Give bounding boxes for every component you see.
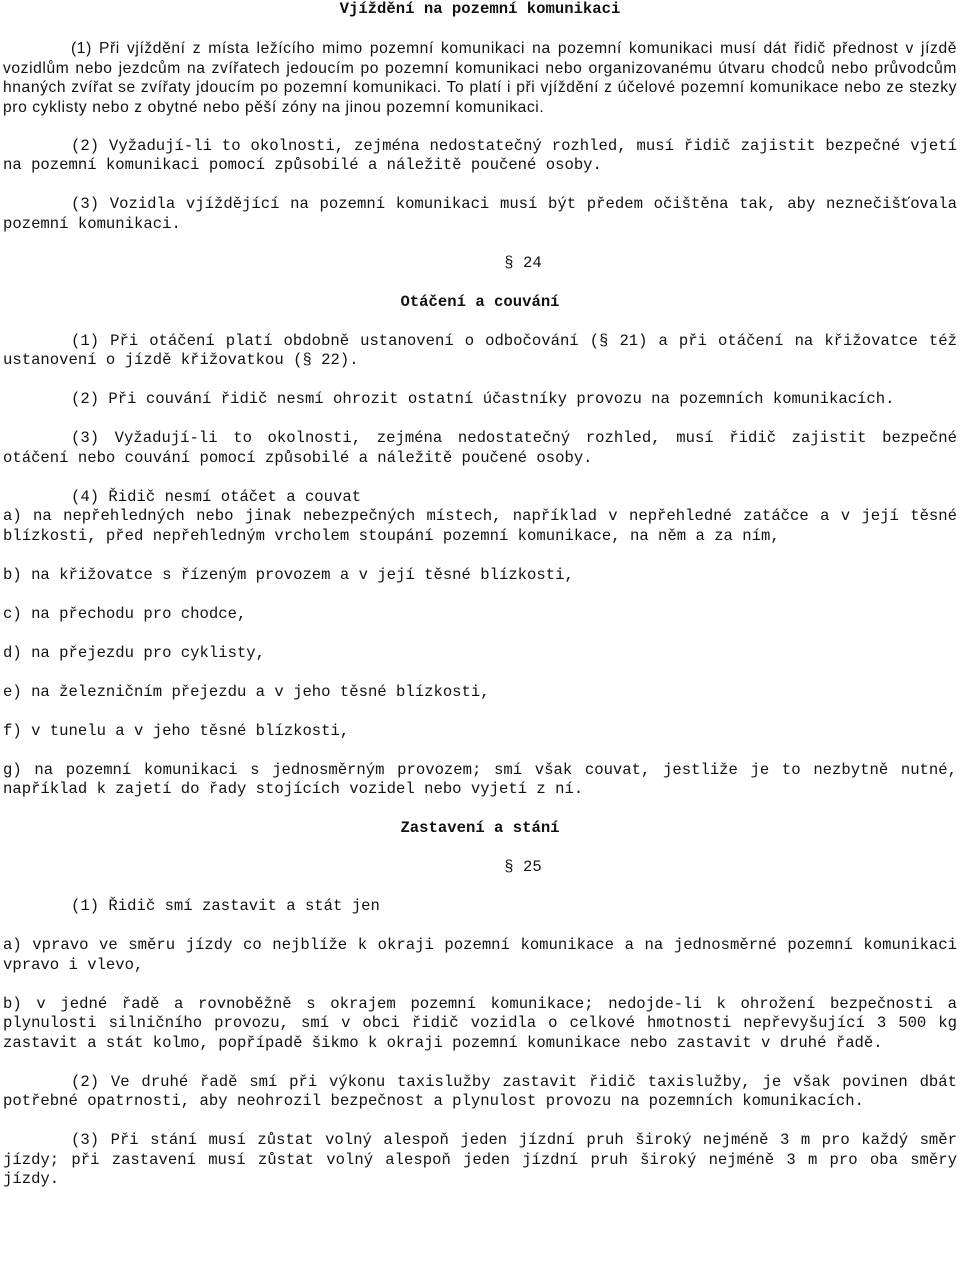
list-item-otaceni-b: b) na křižovatce s řízeným provozem a v její těsné blízkosti, [3,565,574,584]
list-item-zastaveni-b: b) v jedné řadě a rovnoběžně s okrajem pozemní komunikace; nedojde-li k ohrožení bezpečnosti a plynulosti silničního provozu, smí v obci řidič vozidla o celkové hmotnosti nepřevyšující 3 500 kg zastavit a stát kolmo, popřípadě šikmo k okraji pozemní komunikace nebo zastavit v druhé řadě. [3,994,957,1052]
list-item-otaceni-e: e) na železničním přejezdu a v jeho těsné blízkosti, [3,682,490,701]
document-page [3,0,957,1190]
list-item-otaceni-f: f) v tunelu a v jeho těsné blízkosti, [3,721,350,740]
list-item-otaceni-a: a) na nepřehledných nebo jinak nebezpečných místech, například v nepřehledné zatáčce a v její těsné blízkosti, před nepřehledným vrcholem stoupání pozemní komunikace, na něm a za ním, [3,507,957,545]
paragraph-vjizdeni-3: (3) Vozidla vjíždějící na pozemní komunikaci musí být předem očištěna tak, aby neznečišťovala pozemní komunikaci. [3,195,957,233]
paragraph-vjizdeni-2: (2) Vyžadují-li to okolnosti, zejména nedostatečný rozhled, musí řidič zajistit bezpečné vjetí na pozemní komunikaci pomocí způsobilé a náležitě poučené osoby. [3,136,957,174]
heading-otaceni: Otáčení a couvání [400,292,560,311]
section-number-25: § 25 [504,858,542,876]
heading-zastaveni: Zastavení a stání [400,819,560,837]
paragraph-zastaveni-3: (3) Při stání musí zůstat volný alespoň jeden jízdní pruh široký nejméně 3 m pro každý směr jízdy; při zastavení musí zůstat volný alespoň jeden jízdní pruh široký nejméně 3 m pro oba směry jízdy. [3,1131,957,1188]
paragraph-otaceni-1: (1) Při otáčení platí obdobně ustanovení o odbočování (§ 21) a při otáčení na křižovatce též ustanovení o jízdě křižovatkou (§ 22). [3,331,957,369]
list-item-zastaveni-a: a) vpravo ve směru jízdy co nejblíže k okraji pozemní komunikace a na jednosměrné pozemní komunikaci vpravo i vlevo, [3,936,957,974]
section-number-24: § 24 [504,253,542,272]
paragraph-vjizdeni-1: (1) Při vjíždění z místa ležícího mimo pozemní komunikaci na pozemní komunikaci musí dát řidič přednost v jízdě vozidlům nebo jezdcům na zvířatech jedoucím po pozemní komunikaci nebo organizovanému útvaru chodců nebo průvodcům hnaných zvířat se zvířaty jdoucím po pozemní komunikaci. To platí i při vjíždění z účelové pozemní komunikace nebo ze stezky pro cyklisty nebo z obytné nebo pěší zóny na jinou pozemní komunikaci. [3,40,957,116]
paragraph-otaceni-3: (3) Vyžadují-li to okolnosti, zejména nedostatečný rozhled, musí řidič zajistit bezpečné otáčení nebo couvání pomocí způsobilé a náležitě poučené osoby. [3,429,957,467]
paragraph-zastaveni-1: (1) Řidič smí zastavit a stát jen [71,897,380,915]
list-item-otaceni-g: g) na pozemní komunikaci s jednosměrným provozem; smí však couvat, jestliže je to nezbytně nutné, například k zajetí do řady stojících vozidel nebo vyjetí z ní. [3,760,957,798]
paragraph-otaceni-2: (2) Při couvání řidič nesmí ohrozit ostatní účastníky provozu na pozemních komunikacích. [71,390,895,408]
list-item-otaceni-d: d) na přejezdu pro cyklisty, [3,643,266,662]
paragraph-otaceni-4: (4) Řidič nesmí otáčet a couvat [71,487,362,506]
list-item-otaceni-c: c) na přechodu pro chodce, [3,604,247,623]
heading-vjizdeni: Vjíždění na pozemní komunikaci [339,0,621,18]
paragraph-zastaveni-2: (2) Ve druhé řadě smí při výkonu taxislužby zastavit řidič taxislužby, je však povinen dbát potřebné opatrnosti, aby neohrozil bezpečnost a plynulost provozu na pozemních komunikacích. [3,1072,957,1110]
